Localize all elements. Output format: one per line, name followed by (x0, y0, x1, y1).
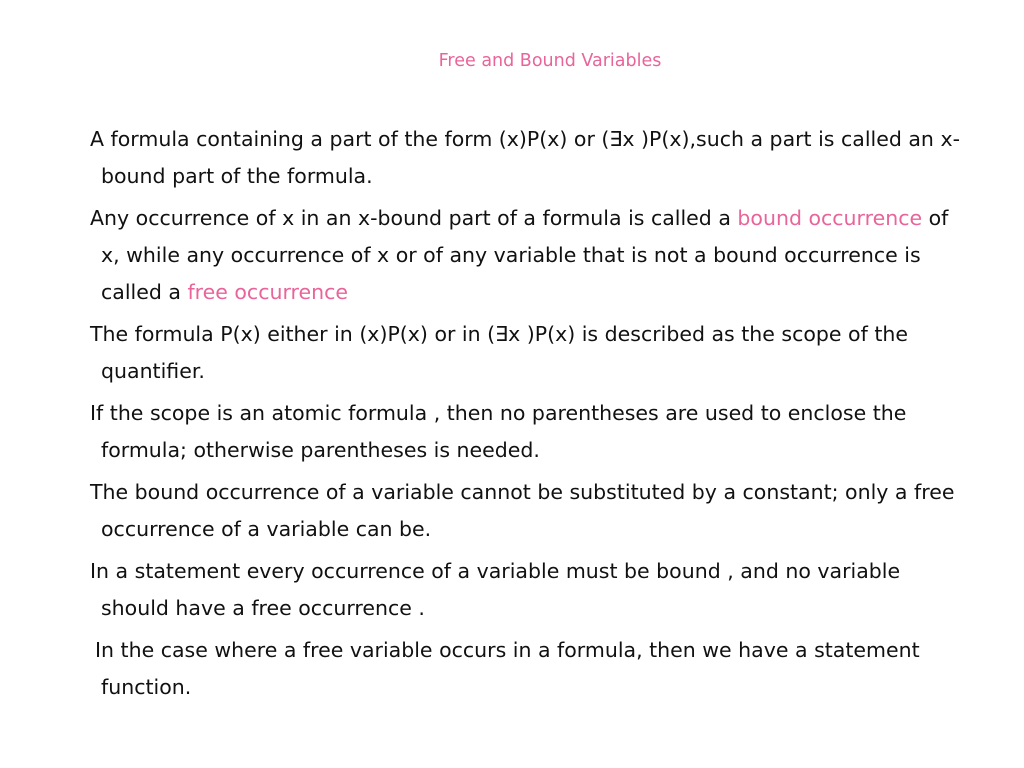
paragraph-x-bound-part: A formula containing a part of the form (x)P(x) or (∃x )P(x),such a part is called an x-bound part of the formula. (90, 127, 960, 188)
paragraph-atomic-formula: If the scope is an atomic formula , then no parentheses are used to enclose the formula; otherwise parentheses is needed. (90, 401, 907, 462)
paragraph-text: Any occurrence of x in an x-bound part of a formula is called a (90, 206, 738, 230)
paragraph-text: of x, while any occurrence of x or of any variable that is not a bound occurrence is called a (101, 206, 949, 304)
paragraph-statement: In a statement every occurrence of a variable must be bound , and no variable should have a free occurrence . (90, 559, 901, 620)
term-bound-occurrence: bound occurrence (737, 206, 923, 230)
paragraph-scope: The formula P(x) either in (x)P(x) or in (∃x )P(x) is described as the scope of the quantifier. (90, 322, 908, 383)
paragraph-statement-function: In the case where a free variable occurs in a formula, then we have a statement function. (95, 638, 920, 699)
slide-body (88, 121, 968, 711)
paragraph-substitution: The bound occurrence of a variable cannot be substituted by a constant; only a free occurrence of a variable can be. (90, 480, 955, 541)
paragraph-bound-free-occurrence (88, 200, 968, 311)
term-free-occurrence: free occurrence (187, 280, 348, 304)
slide-title: Free and Bound Variables (438, 51, 662, 71)
